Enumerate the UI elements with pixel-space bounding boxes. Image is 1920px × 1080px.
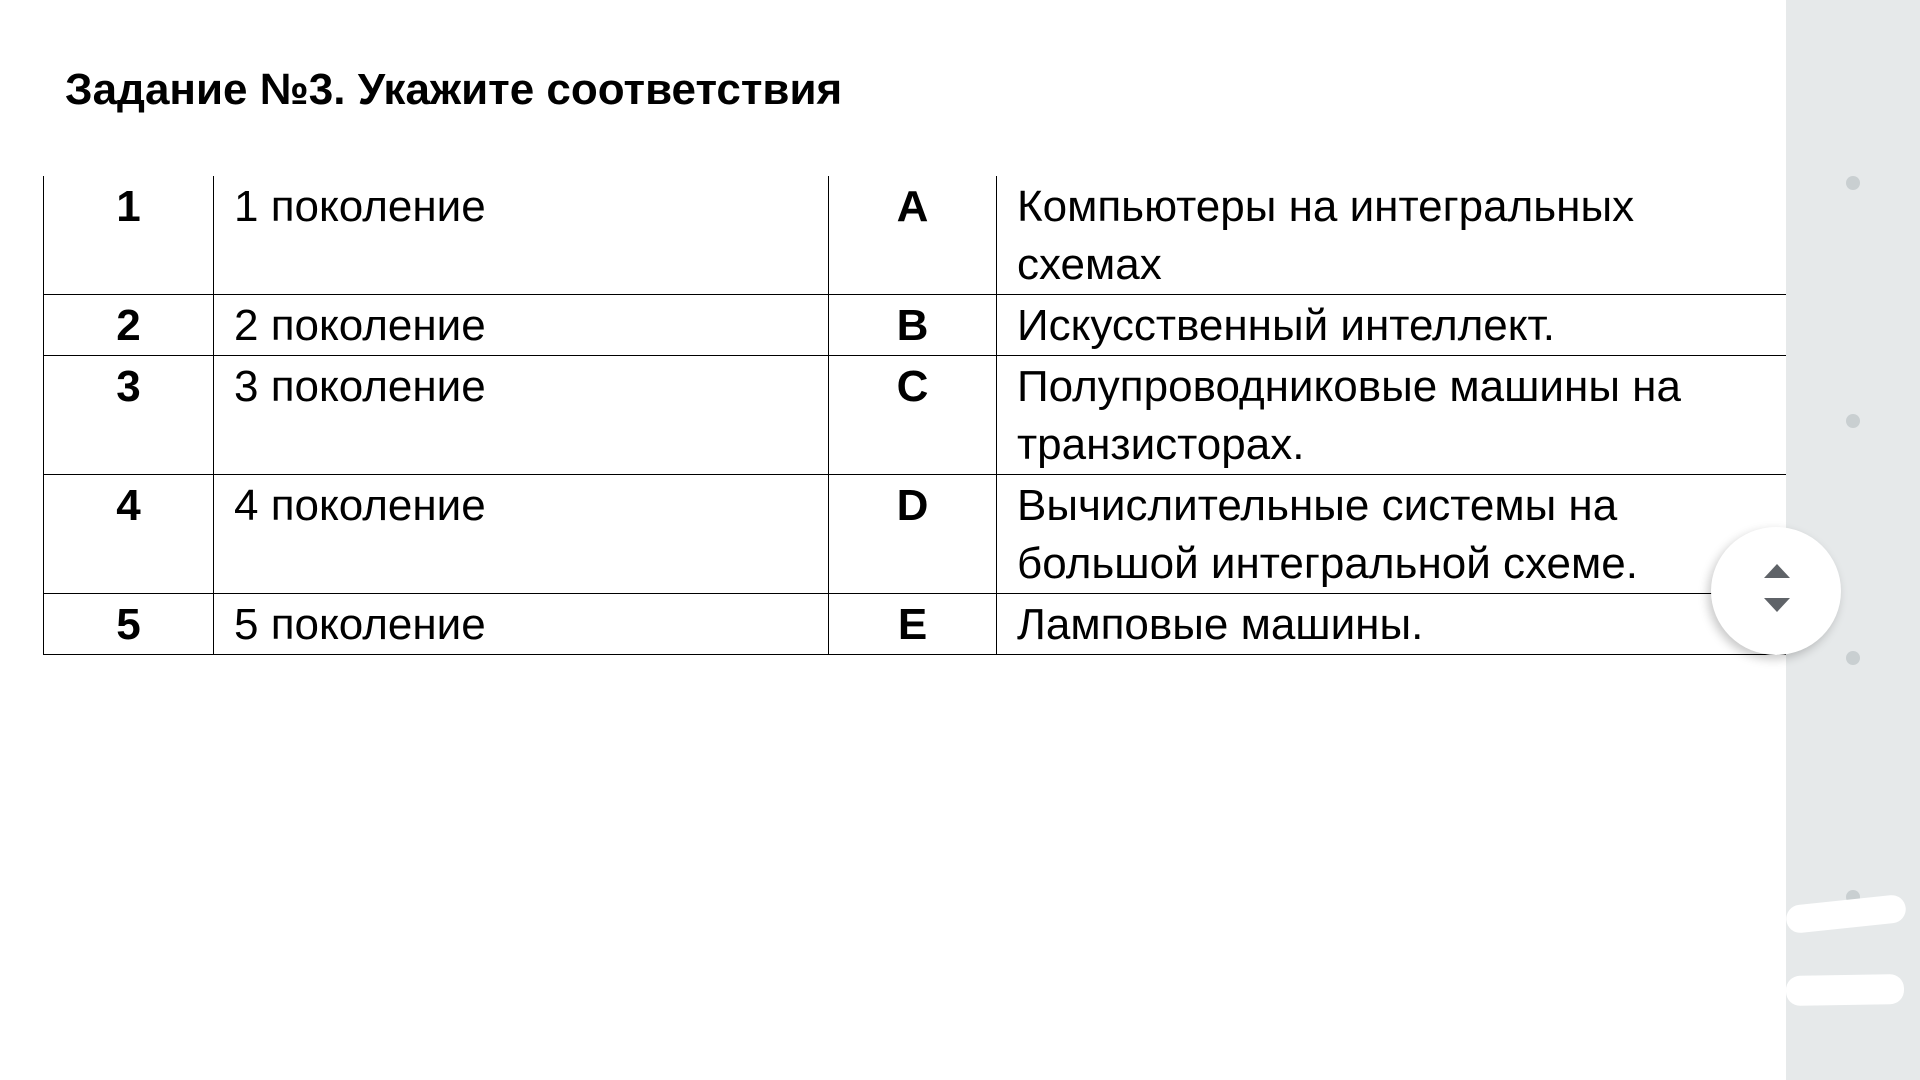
row-number: 1: [44, 176, 214, 295]
decorative-dot: [1846, 414, 1860, 428]
decorative-stroke: [1786, 974, 1905, 1006]
table-row: [44, 475, 1787, 594]
generation-cell: 1 поколение: [214, 176, 829, 295]
decorative-dot: [1846, 651, 1860, 665]
description-cell: Полупроводниковые машины на транзисторах.: [997, 356, 1787, 475]
decorative-stroke: [1785, 894, 1907, 934]
generation-cell: 5 поколение: [214, 594, 829, 655]
matching-table: [43, 176, 1786, 655]
answer-letter: C: [829, 356, 997, 475]
scroll-up-icon[interactable]: [1764, 564, 1790, 578]
decorative-dot: [1846, 176, 1860, 190]
page-title: Задание №3. Укажите соответствия: [65, 65, 843, 114]
scroll-control[interactable]: [1711, 527, 1841, 655]
description-cell: Компьютеры на интегральных схемах: [997, 176, 1787, 295]
row-number: 4: [44, 475, 214, 594]
row-number: 5: [44, 594, 214, 655]
description-cell: Ламповые машины.: [997, 594, 1787, 655]
generation-cell: 4 поколение: [214, 475, 829, 594]
row-number: 3: [44, 356, 214, 475]
table-row: [44, 176, 1787, 295]
description-cell: Вычислительные системы на большой интегральной схеме.: [997, 475, 1787, 594]
generation-cell: 2 поколение: [214, 295, 829, 356]
answer-letter: D: [829, 475, 997, 594]
description-cell: Искусственный интеллект.: [997, 295, 1787, 356]
scroll-down-icon[interactable]: [1764, 598, 1790, 612]
answer-letter: A: [829, 176, 997, 295]
row-number: 2: [44, 295, 214, 356]
answer-letter: E: [829, 594, 997, 655]
table-row: [44, 295, 1787, 356]
table-row: [44, 594, 1787, 655]
answer-letter: B: [829, 295, 997, 356]
table-row: [44, 356, 1787, 475]
generation-cell: 3 поколение: [214, 356, 829, 475]
